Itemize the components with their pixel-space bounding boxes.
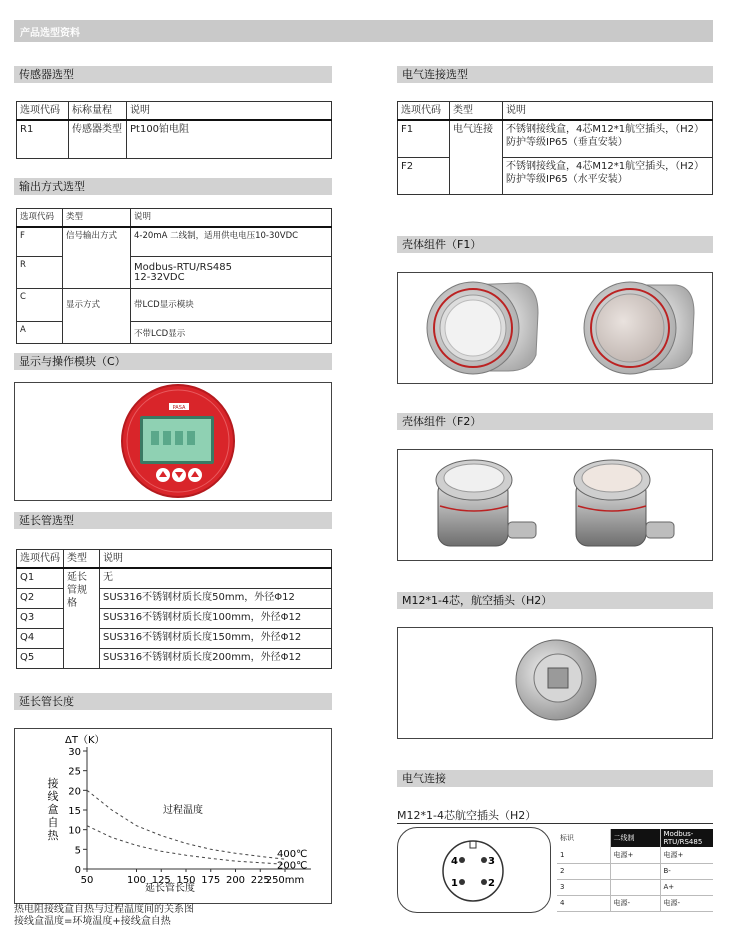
cell: 1 <box>557 847 610 863</box>
header-cell: 说明 <box>127 102 332 121</box>
table-row <box>17 288 332 321</box>
cell: 不带LCD显示 <box>131 321 332 343</box>
y-tick-label: 25 <box>68 766 81 778</box>
header-cell: 标识 <box>557 829 610 847</box>
x-tick-label: 250mm <box>265 875 305 886</box>
table-header-row <box>17 209 332 228</box>
y-ticks <box>68 747 87 876</box>
pinout-diagram <box>398 828 550 912</box>
table-row <box>398 157 713 194</box>
cell: SUS316不锈钢材质长度50mm，外径Φ12 <box>100 588 332 608</box>
ext-length-heading: 延长管长度 <box>14 693 332 710</box>
series-line <box>87 826 285 865</box>
cell: 传感器类型 <box>69 120 127 158</box>
header-cell: 说明 <box>131 209 332 228</box>
housing-f1-illustration <box>398 273 712 383</box>
cell: 信号输出方式 <box>63 227 131 288</box>
plug-illustration <box>398 628 712 738</box>
cell: 显示方式 <box>63 288 131 343</box>
cell: Q4 <box>17 628 64 648</box>
cell: C <box>17 288 63 321</box>
x-tick-label: 225 <box>250 875 270 886</box>
cell: B- <box>660 863 713 879</box>
cell: Q1 <box>17 568 64 588</box>
sensor-heading: 传感器选型 <box>14 66 332 83</box>
y-tick-label: 10 <box>68 825 81 837</box>
table-header-row <box>557 829 713 847</box>
ylabel-char: 线 <box>47 790 59 803</box>
housing-f1-image <box>397 272 713 384</box>
electrical-select-table <box>397 101 713 195</box>
chart-ylabel: ΔT（K） <box>65 735 105 746</box>
table-row <box>17 227 332 256</box>
header-cell: Modbus-RTU/RS485 <box>660 829 713 847</box>
cell: F2 <box>398 157 450 194</box>
cell: R1 <box>17 120 69 158</box>
x-tick-label: 50 <box>80 875 94 886</box>
series-line <box>87 790 285 859</box>
table-row <box>398 120 713 157</box>
header-cell: 选项代码 <box>17 209 63 228</box>
cell-line: Modbus-RTU/RS485 <box>134 261 232 273</box>
y-tick-label: 15 <box>68 806 81 817</box>
output-table <box>16 208 332 344</box>
cell <box>131 256 332 288</box>
table-header-row <box>17 102 332 121</box>
plug-image <box>397 627 713 739</box>
cell: Q2 <box>17 588 64 608</box>
chart-captions <box>14 904 194 928</box>
cell: 不锈钢接线盒，4芯M12*1航空插头，（H2）防护等级IP65（水平安装） <box>503 157 713 194</box>
housing-f2-image <box>397 449 713 561</box>
housing-f2-heading: 壳体组件（F2） <box>397 413 713 430</box>
chart-caption: 热电阻接线盒自热与过程温度间的关系图 <box>14 904 194 915</box>
cell: Pt100铂电阻 <box>127 120 332 158</box>
display-module-image <box>14 382 332 501</box>
divider <box>397 823 713 824</box>
x-tick-label: 150 <box>176 875 196 886</box>
series-label: 400℃ <box>277 849 308 861</box>
header-cell: 选项代码 <box>17 550 64 569</box>
x-tick-label: 125 <box>151 875 171 886</box>
display-heading: 显示与操作模块（C） <box>14 353 332 370</box>
cell: A+ <box>660 879 713 895</box>
y-tick-label: 30 <box>68 747 81 758</box>
table-row <box>557 895 713 911</box>
output-heading: 输出方式选型 <box>14 178 332 195</box>
cell: 电源+ <box>610 847 660 863</box>
cell-line: 12-32VDC <box>134 271 185 283</box>
pinout-frame <box>397 827 551 913</box>
cell: F <box>17 227 63 256</box>
cell: 4 <box>557 895 610 911</box>
pin-label: 4 <box>451 856 458 867</box>
header-cell: 标称量程 <box>69 102 127 121</box>
header-cell: 说明 <box>100 550 332 569</box>
series-group <box>87 790 307 871</box>
housing-f1-heading: 壳体组件（F1） <box>397 236 713 253</box>
page-title: 产品选型资料 <box>20 28 80 39</box>
cell: 无 <box>100 568 332 588</box>
cell: 带LCD显示模块 <box>131 288 332 321</box>
header-cell: 类型 <box>63 209 131 228</box>
cell: SUS316不锈钢材质长度150mm，外径Φ12 <box>100 628 332 648</box>
series-label: 200℃ <box>277 860 308 872</box>
cell: 延长管规格 <box>64 568 100 668</box>
cell: 电源+ <box>660 847 713 863</box>
electrical-subheading: M12*1-4芯航空插头（H2） <box>397 809 537 822</box>
cell: SUS316不锈钢材质长度100mm，外径Φ12 <box>100 608 332 628</box>
electrical-heading: 电气连接 <box>397 770 713 787</box>
ylabel-char: 接 <box>47 777 59 790</box>
cell: F1 <box>398 120 450 157</box>
cell <box>610 879 660 895</box>
electrical-select-heading: 电气连接选型 <box>397 66 713 83</box>
cell: 3 <box>557 879 610 895</box>
plug-heading: M12*1-4芯，航空插头（H2） <box>397 592 713 609</box>
self-heating-chart <box>15 729 331 903</box>
cell <box>610 863 660 879</box>
cell: A <box>17 321 63 343</box>
ylabel-char: 自 <box>47 816 59 829</box>
header-cell: 类型 <box>450 102 503 121</box>
brand-label: PASA <box>172 405 186 411</box>
cell: 电气连接 <box>450 120 503 194</box>
cell: 电源- <box>610 895 660 911</box>
table-row <box>17 568 332 588</box>
table-row <box>17 120 332 158</box>
y-tick-label: 0 <box>74 865 81 876</box>
table-row <box>557 879 713 895</box>
pin-label: 2 <box>488 878 495 889</box>
cell: 4-20mA 二线制，适用供电电压10-30VDC <box>131 227 332 256</box>
ylabel-char: 热 <box>47 829 59 842</box>
x-tick-label: 200 <box>225 875 246 886</box>
x-tick-label: 175 <box>201 875 221 886</box>
housing-f2-illustration <box>398 450 712 560</box>
chart-frame <box>14 728 332 904</box>
lcd-module-illustration <box>15 383 331 500</box>
table-header-row <box>398 102 713 121</box>
y-tick-label: 5 <box>74 845 81 857</box>
table-header-row <box>17 550 332 569</box>
pin-label: 3 <box>488 856 495 867</box>
extension-table <box>16 549 332 669</box>
header-cell: 选项代码 <box>17 102 69 121</box>
cell: 电源- <box>660 895 713 911</box>
header-cell: 说明 <box>503 102 713 121</box>
cell: Q5 <box>17 648 64 668</box>
cell: SUS316不锈钢材质长度200mm，外径Φ12 <box>100 648 332 668</box>
extension-heading: 延长管选型 <box>14 512 332 529</box>
table-row <box>557 863 713 879</box>
y-tick-label: 20 <box>68 786 81 798</box>
chart-ylabel-left <box>48 776 60 842</box>
table-row <box>557 847 713 863</box>
page-title-bar <box>14 20 713 42</box>
chart-xlabel: 延长管长度 <box>145 883 195 894</box>
cell: 不锈钢接线盒，4芯M12*1航空插头，（H2）防护等级IP65（垂直安装） <box>503 120 713 157</box>
ylabel-char: 盒 <box>47 803 59 816</box>
pin-label: 1 <box>451 878 458 889</box>
cell: Q3 <box>17 608 64 628</box>
chart-caption: 接线盒温度=环境温度+接线盒自热 <box>14 916 171 927</box>
pin-table <box>557 829 713 912</box>
header-cell: 类型 <box>64 550 100 569</box>
x-tick-label: 100 <box>126 875 147 886</box>
chart-annotation: 过程温度 <box>163 805 203 816</box>
header-cell: 选项代码 <box>398 102 450 121</box>
cell: 2 <box>557 863 610 879</box>
sensor-table <box>16 101 332 159</box>
header-cell: 二线制 <box>610 829 660 847</box>
cell: R <box>17 256 63 288</box>
